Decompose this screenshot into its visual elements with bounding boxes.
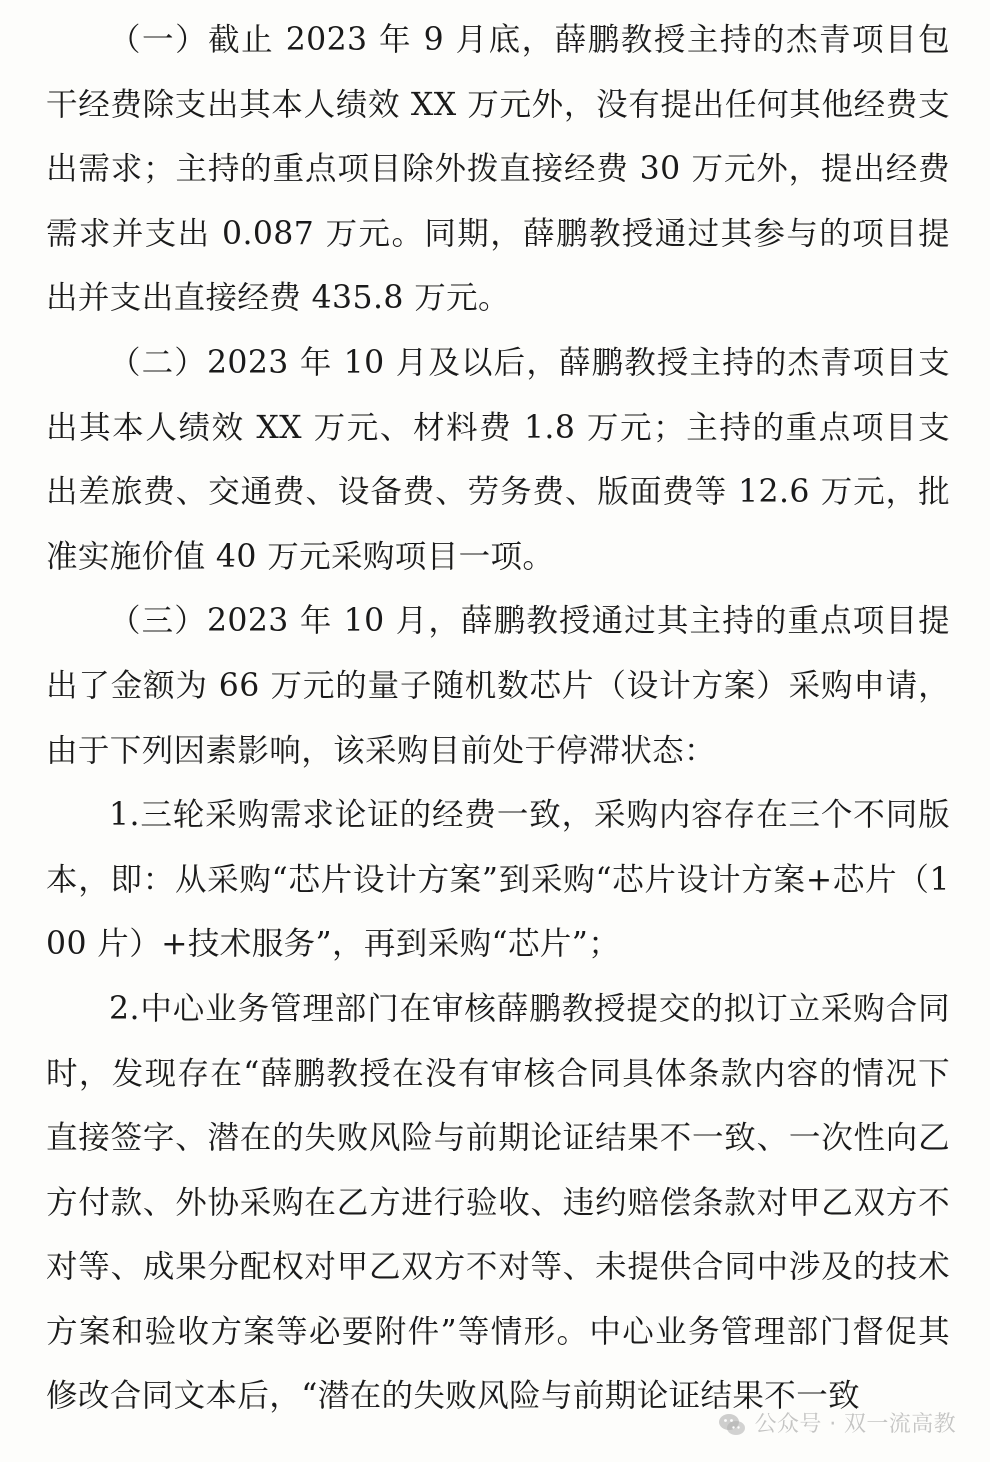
watermark-text: 公众号 · 双一流高教 xyxy=(754,1412,956,1437)
paragraph-2: （二）2023 年 10 月及以后，薛鹏教授主持的杰青项目支出其本人绩效 XX 万元、材料费 1.8 万元；主持的重点项目支出差旅费、交通费、设备费、劳务费、版面费等 12.6 万元，批准实施价值 40 万元采购项目一项。 xyxy=(46,344,950,575)
wechat-icon xyxy=(717,1410,747,1440)
paragraph-5: 2.中心业务管理部门在审核薛鹏教授提交的拟订立采购合同时，发现存在“薛鹏教授在没有审核合同具体条款内容的情况下直接签字、潜在的失败风险与前期论证结果不一致、一次性向乙方付款、外协采购在乙方进行验收、违约赔偿条款对甲乙双方不对等、成果分配权对甲乙双方不对等、未提供合同中涉及的技术方案和验收方案等必要附件”等情形。中心业务管理部门督促其修改合同文本后，“潜在的失败风险与前期论证结果不一致 xyxy=(46,990,950,1415)
watermark xyxy=(717,1410,956,1440)
paragraph-1: （一）截止 2023 年 9 月底，薛鹏教授主持的杰青项目包干经费除支出其本人绩效 XX 万元外，没有提出任何其他经费支出需求；主持的重点项目除外拨直接经费 30 万元外，提出经费需求并支出 0.087 万元。同期，薛鹏教授通过其参与的项目提出并支出直接经费 435.8 万元。 xyxy=(46,22,950,317)
paragraph-4: 1.三轮采购需求论证的经费一致，采购内容存在三个不同版本，即：从采购“芯片设计方案”到采购“芯片设计方案+芯片（100 片）+技术服务”，再到采购“芯片”； xyxy=(46,797,950,963)
paragraph-3: （三）2023 年 10 月，薛鹏教授通过其主持的重点项目提出了金额为 66 万元的量子随机数芯片（设计方案）采购申请，由于下列因素影响，该采购目前处于停滞状态： xyxy=(46,603,950,769)
